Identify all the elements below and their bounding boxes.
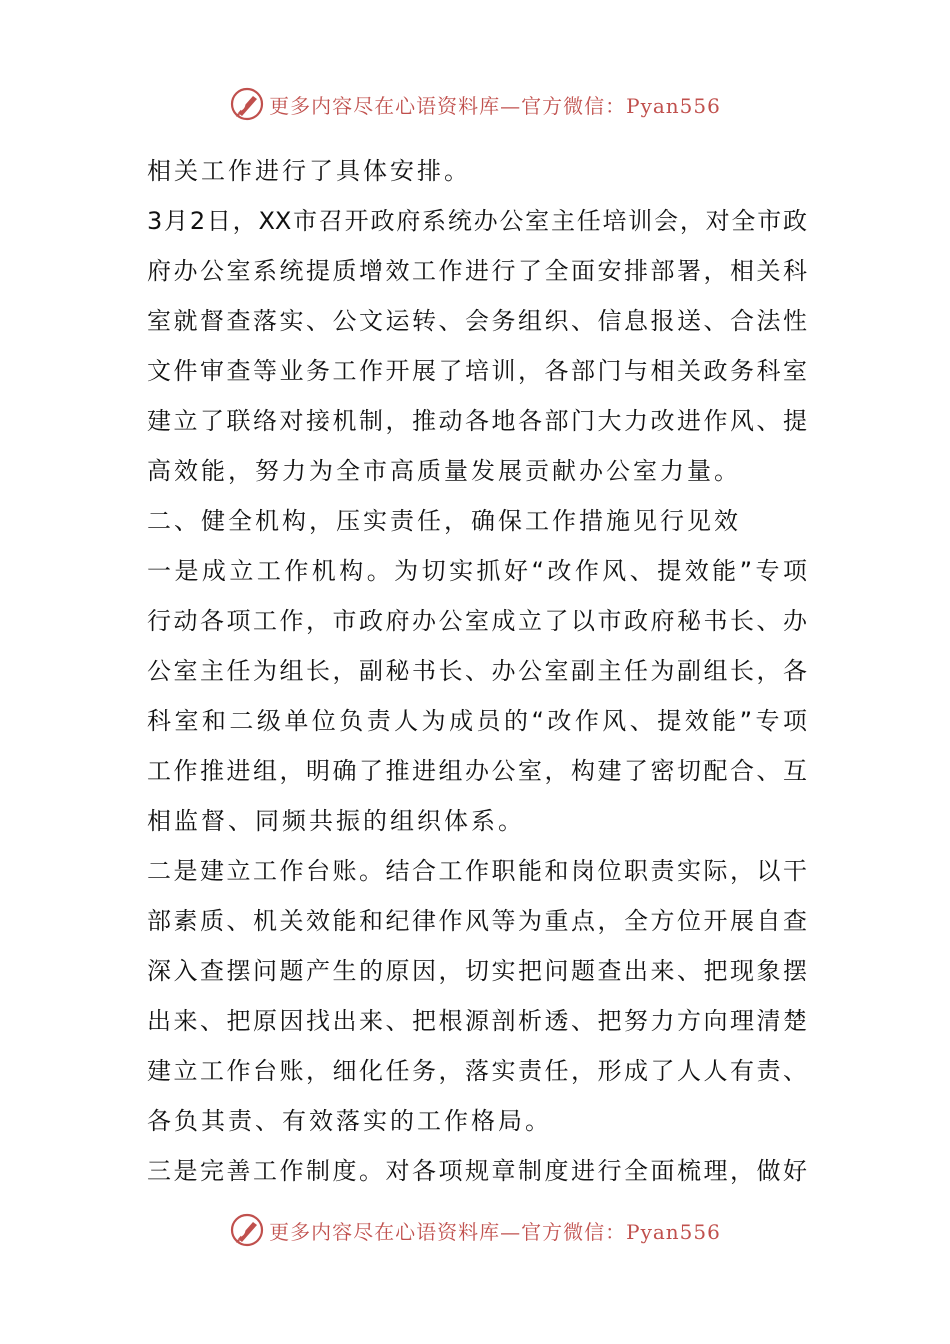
text-line: 三是完善工作制度。对各项规章制度进行全面梳理，做好	[147, 1157, 807, 1185]
footer-watermark-banner	[0, 1210, 950, 1250]
text-line: 一是成立工作机构。为切实抓好“改作风、提效能”专项	[147, 557, 807, 585]
text-line: 二、健全机构，压实责任，确保工作措施见行见效	[147, 507, 741, 535]
banner-text: 更多内容尽在心语资料库—官方微信：Pyan556	[269, 1219, 721, 1244]
text-line: 高效能，努力为全市高质量发展贡献办公室力量。	[147, 457, 741, 485]
text-line: 出来、把原因找出来、把根源剖析透、把努力方向理清楚	[147, 1007, 807, 1035]
header-watermark-banner	[0, 84, 950, 124]
text-line: 相关工作进行了具体安排。	[147, 157, 471, 185]
text-line: 府办公室系统提质增效工作进行了全面安排部署，相关科	[147, 257, 807, 285]
text-line: 相监督、同频共振的组织体系。	[147, 807, 525, 835]
text-line: 科室和二级单位负责人为成员的“改作风、提效能”专项	[147, 707, 807, 735]
text-line: 3月2日，XX市召开政府系统办公室主任培训会，对全市政	[147, 207, 807, 235]
text-line: 各负其责、有效落实的工作格局。	[147, 1107, 552, 1135]
text-line: 文件审查等业务工作开展了培训，各部门与相关政务科室	[147, 357, 807, 385]
banner-text: 更多内容尽在心语资料库—官方微信：Pyan556	[269, 93, 721, 118]
text-line: 行动各项工作，市政府办公室成立了以市政府秘书长、办	[147, 607, 807, 635]
text-line: 室就督查落实、公文运转、会务组织、信息报送、合法性	[147, 307, 807, 335]
text-line: 公室主任为组长，副秘书长、办公室副主任为副组长，各	[147, 657, 807, 685]
pen-circle-logo-icon	[229, 86, 265, 122]
text-line: 深入查摆问题产生的原因，切实把问题查出来、把现象摆	[147, 957, 807, 985]
text-line: 建立工作台账，细化任务，落实责任，形成了人人有责、	[147, 1057, 807, 1085]
text-line: 建立了联络对接机制，推动各地各部门大力改进作风、提	[147, 407, 807, 435]
document-body	[147, 146, 807, 1196]
text-line: 工作推进组，明确了推进组办公室，构建了密切配合、互	[147, 757, 807, 785]
text-line: 二是建立工作台账。结合工作职能和岗位职责实际，以干	[147, 857, 807, 885]
pen-circle-logo-icon	[229, 1212, 265, 1248]
text-line: 部素质、机关效能和纪律作风等为重点，全方位开展自查	[147, 907, 807, 935]
